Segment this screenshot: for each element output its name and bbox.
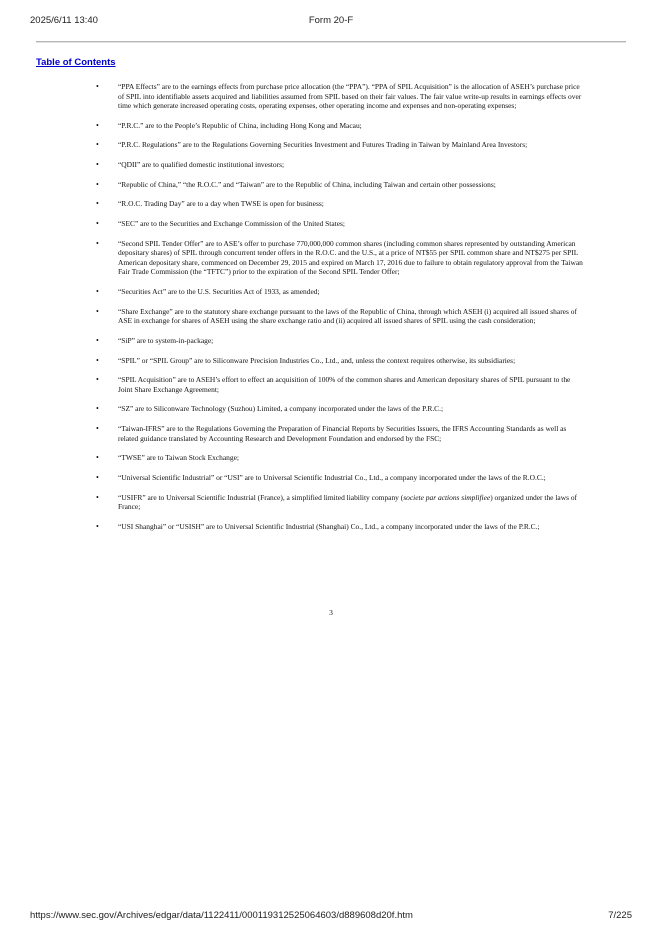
definition-text: “PPA Effects” are to the earnings effects from purchase price allocation (the “PPA”). “PPA of SPIL Acquisition” is the allocation of ASEH’s purchase price of SPIL into identifiable assets acquired and liabilities assumed from SPIL based on their fair values. The fair value write-up results in earnings effects over time which generate increased operating costs, operating expenses, other operating income and expenses and non-operating expenses;: [118, 82, 582, 110]
definition-text: “R.O.C. Trading Day” are to a day when TWSE is open for business;: [118, 199, 324, 209]
definition-item: [0, 336, 583, 346]
definition-item: [0, 82, 583, 111]
definition-item: [0, 307, 583, 326]
definition-text-continued: ) organized under the laws of France;: [118, 492, 578, 512]
header-divider: [36, 41, 626, 43]
definition-item: [0, 180, 583, 190]
bullet-icon: •: [96, 199, 99, 209]
definition-item: [0, 140, 583, 150]
bullet-icon: •: [96, 335, 99, 345]
definition-text: “Second SPIL Tender Offer” are to ASE’s offer to purchase 770,000,000 common shares (including common shares represented by outstanding American depositary shares) of SPIL through concurrent tender offers in the R.O.C. and the U.S., at a price of NT$55 per SPIL common share and NT$275 per SPIL American depositary share, commenced on December 29, 2015 and expired on March 17, 2016 due to failure to obtain regulatory approval from the Taiwan Fair Trade Commission (the “TFTC”) prior to the expiration of the Second SPIL Tender Offer;: [118, 238, 583, 277]
bullet-icon: •: [96, 179, 99, 189]
bullet-icon: •: [96, 521, 99, 531]
bullet-icon: •: [96, 492, 99, 502]
bullet-icon: •: [96, 375, 99, 385]
bullet-icon: •: [96, 287, 99, 296]
definitions-list: [0, 82, 583, 542]
bullet-icon: •: [96, 160, 99, 170]
definition-item: [0, 404, 583, 414]
print-page-count: 7/225: [608, 910, 632, 921]
document-title: Form 20-F: [308, 15, 354, 26]
bullet-icon: •: [96, 355, 99, 365]
definition-text: “Republic of China,” “the R.O.C.” and “Taiwan” are to the Republic of China, including Taiwan and certain other possessions;: [118, 179, 496, 189]
definition-text: “P.R.C. Regulations” are to the Regulations Governing Securities Investment and Futures Trading in Taiwan by Mainland Area Investors;: [118, 140, 528, 150]
bullet-icon: •: [96, 120, 99, 130]
definition-text: “Universal Scientific Industrial” or “USI” are to Universal Scientific Industrial Co., Ltd., a company incorporated under the laws of the R.O.C.;: [118, 473, 546, 482]
print-header: [30, 15, 632, 29]
bullet-icon: •: [96, 238, 99, 248]
print-datetime: 2025/6/11 13:40: [30, 15, 98, 26]
bullet-icon: •: [96, 404, 99, 414]
definition-text: “TWSE” are to Taiwan Stock Exchange;: [118, 453, 239, 463]
bullet-icon: •: [96, 306, 99, 316]
definition-item: [0, 219, 583, 229]
definition-text: “SPIL Acquisition” are to ASEH’s effort to effect an acquisition of 100% of the common shares and American depositary shares of SPIL pursuant to the Joint Share Exchange Agreement;: [118, 375, 571, 394]
definition-item: [0, 239, 583, 277]
definition-text: “Securities Act” are to the U.S. Securities Act of 1933, as amended;: [118, 287, 320, 296]
bullet-icon: •: [96, 82, 99, 91]
definition-item: [0, 493, 583, 512]
definition-item: [0, 522, 583, 532]
definition-item: [0, 453, 583, 463]
definition-text: “QDII” are to qualified domestic institutional investors;: [118, 160, 285, 170]
definition-item: [0, 160, 583, 170]
definition-text: “SPIL” or “SPIL Group” are to Siliconware Precision Industries Co., Ltd., and, unless the context requires otherwise, its subsidiaries;: [118, 355, 516, 365]
bullet-icon: •: [96, 219, 99, 229]
definition-item: [0, 473, 583, 483]
definition-item: [0, 375, 583, 394]
bullet-icon: •: [96, 453, 99, 463]
definition-text: “SiP” are to system-in-package;: [118, 335, 214, 345]
table-of-contents-link[interactable]: Table of Contents: [36, 57, 116, 68]
definition-item: [0, 121, 583, 131]
definition-text: “USI Shanghai” or “USISH” are to Universal Scientific Industrial (Shanghai) Co., Ltd., a company incorporated under the laws of the P.R.C.;: [118, 521, 540, 531]
definition-item: [0, 199, 583, 209]
definition-text: “Share Exchange” are to the statutory share exchange pursuant to the laws of the Republic of China, through which ASEH (i) acquired all issued shares of ASE in exchange for shares of ASEH using the share exchange ratio and (ii) acquired all issued shares of SPIL using the cash consideration;: [118, 306, 577, 326]
definition-text: “USIFR” are to Universal Scientific Industrial (France), a simplified limited liability company (: [118, 492, 404, 502]
bullet-icon: •: [96, 140, 99, 150]
print-footer: [30, 910, 632, 924]
source-url: https://www.sec.gov/Archives/edgar/data/1122411/000119312525064603/d889608d20f.htm: [30, 910, 413, 921]
page-number: 3: [329, 608, 333, 617]
definition-text: “SZ” are to Siliconware Technology (Suzhou) Limited, a company incorporated under the laws of the P.R.C.;: [118, 404, 444, 414]
definition-text: “SEC” are to the Securities and Exchange Commission of the United States;: [118, 219, 345, 229]
bullet-icon: •: [96, 424, 99, 434]
definition-text: “P.R.C.” are to the People’s Republic of China, including Hong Kong and Macau;: [118, 120, 362, 130]
definition-text: “Taiwan-IFRS” are to the Regulations Governing the Preparation of Financial Reports by Securities Issuers, the IFRS Accounting Standards as well as related guidance translated by Accounting Research and Development Foundation and endorsed by the FSC;: [118, 424, 567, 443]
definition-italic-term: societe par actions simplifiee: [403, 492, 491, 502]
definition-item: [0, 287, 583, 297]
definition-item: [0, 356, 583, 366]
bullet-icon: •: [96, 473, 99, 482]
definition-item: [0, 424, 583, 443]
